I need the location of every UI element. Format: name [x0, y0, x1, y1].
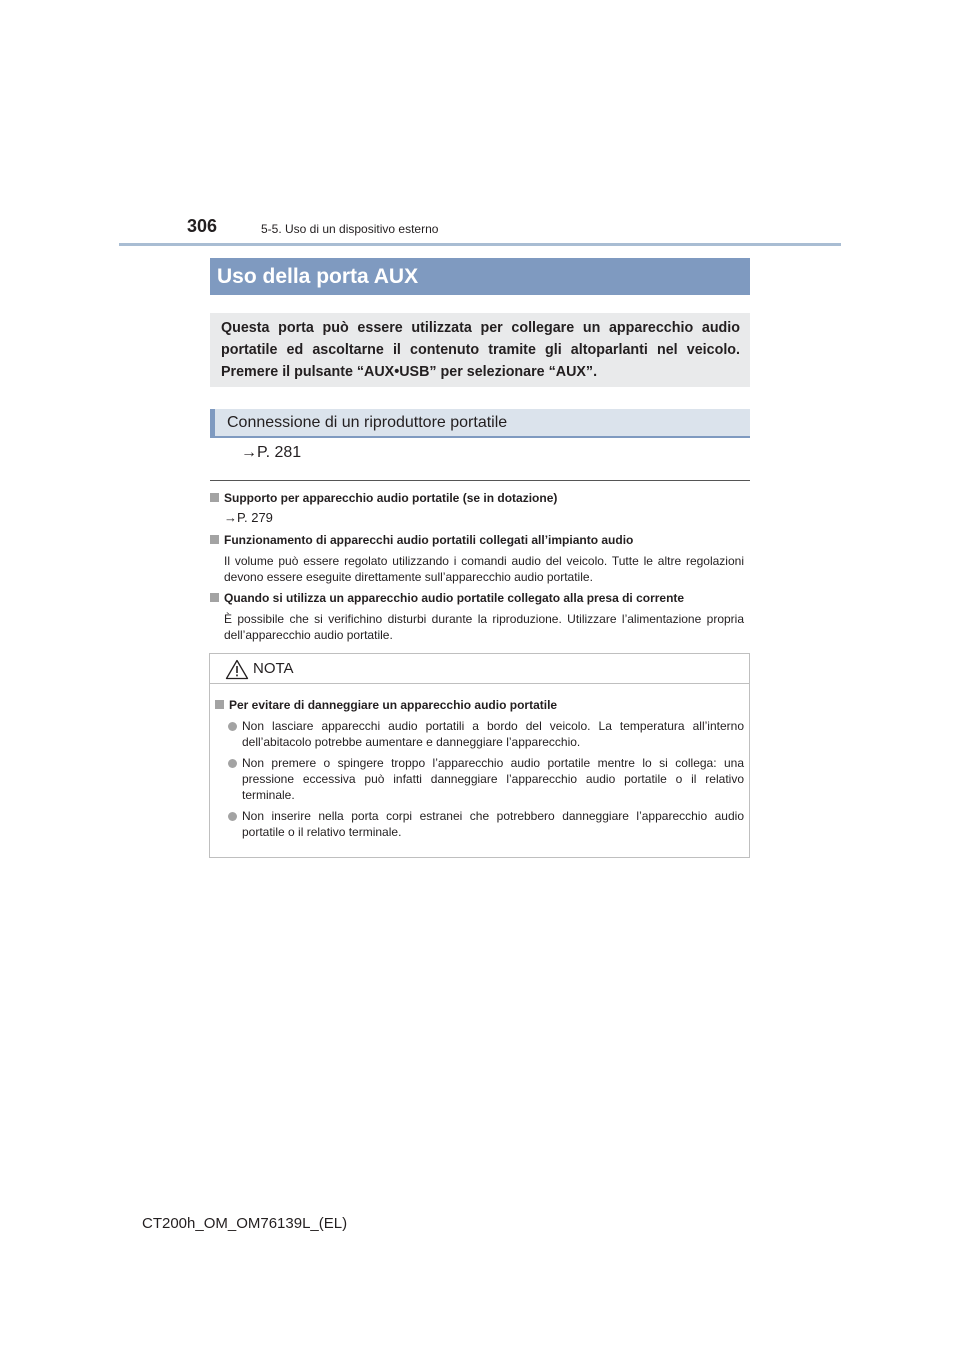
- nota-subheading: Per evitare di danneggiare un apparecchio audio portatile: [215, 697, 557, 713]
- nota-title: NOTA: [253, 660, 294, 677]
- square-bullet-icon: [210, 593, 219, 602]
- intro-text: Questa porta può essere utilizzata per collegare un apparecchio audio portatile ed ascoltarne il contenuto tramite gli altoparlanti nel veicolo. Premere il pulsante “AUX•USB” per selezionare “AUX”.: [221, 320, 740, 380]
- note-body-1-reference[interactable]: →P. 279: [224, 510, 273, 525]
- square-bullet-icon: [210, 535, 219, 544]
- warning-triangle-icon: [225, 659, 249, 680]
- circle-bullet-icon: [228, 812, 237, 821]
- header-rule: [119, 243, 841, 246]
- nota-item-1: Non lasciare apparecchi audio portatili a bordo del veicolo. La temperatura all’interno dell’abitacolo potrebbe aumentare e danneggiare l’apparecchio.: [242, 718, 744, 750]
- intro-box: [210, 313, 750, 387]
- note-body-2: Il volume può essere regolato utilizzando i comandi audio del veicolo. Tutte le altre regolazioni devono essere eseguite direttamente sull’apparecchio audio portatile.: [224, 554, 744, 584]
- nota-item-2: Non premere o spingere troppo l’apparecchio audio portatile mentre lo si collega: una pressione eccessiva può infatti danneggiare l’apparecchio audio portatile o il relativo terminale.: [242, 755, 744, 803]
- nota-warning-box: [209, 653, 750, 858]
- note-heading-3: Quando si utilizza un apparecchio audio portatile collegato alla presa di corrente: [210, 590, 684, 606]
- nota-header: [210, 654, 749, 684]
- page-reference-link[interactable]: →P. 281: [241, 444, 302, 461]
- note-heading-1: Supporto per apparecchio audio portatile (se in dotazione): [210, 490, 557, 506]
- square-bullet-icon: [215, 700, 224, 709]
- circle-bullet-icon: [228, 759, 237, 768]
- note-heading-2: Funzionamento di apparecchi audio portatili collegati all’impianto audio: [210, 532, 633, 548]
- page-title: Uso della porta AUX: [210, 258, 750, 295]
- section-breadcrumb: 5-5. Uso di un dispositivo esterno: [261, 222, 439, 236]
- circle-bullet-icon: [228, 722, 237, 731]
- page-number: 306: [187, 216, 218, 236]
- square-bullet-icon: [210, 493, 219, 502]
- note-body-3: È possibile che si verifichino disturbi durante la riproduzione. Utilizzare l’alimentazione propria dell’apparecchio audio portatile.: [224, 612, 744, 642]
- subsection-title: Connessione di un riproduttore portatile: [210, 409, 750, 438]
- nota-item-3: Non inserire nella porta corpi estranei che potrebbero danneggiare l’apparecchio audio portatile o il relativo terminale.: [242, 808, 744, 840]
- divider: [210, 480, 750, 481]
- document-code: CT200h_OM_OM76139L_(EL): [142, 1215, 348, 1232]
